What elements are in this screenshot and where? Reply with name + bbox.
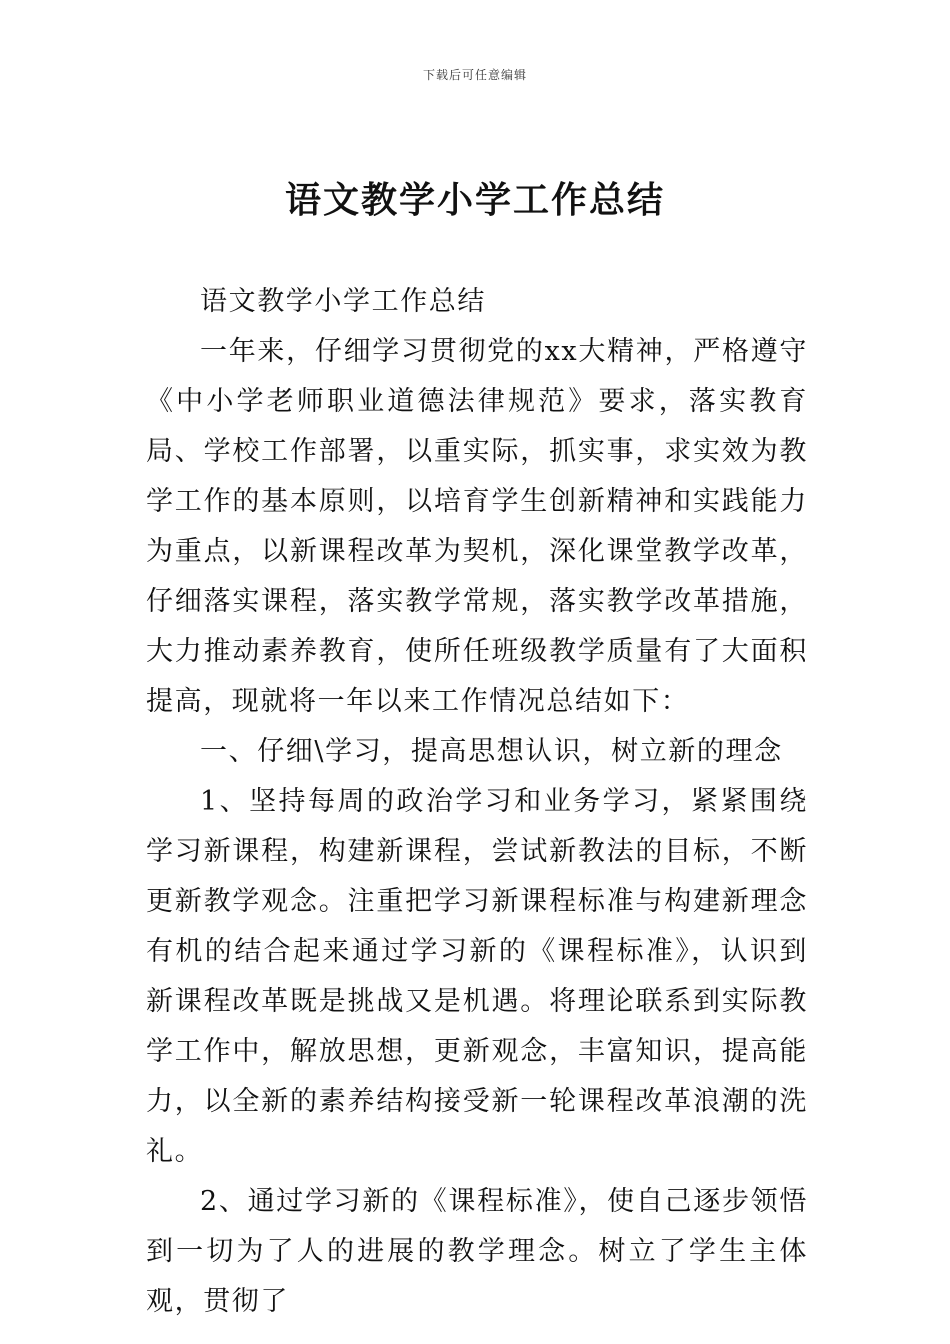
section-heading: 一、仔细\学习，提高思想认识，树立新的理念 <box>200 736 783 767</box>
paragraph-item-1: 1、坚持每周的政治学习和业务学习，紧紧围绕学习新课程，构建新课程，尝试新教法的目标，不断更新教学观念。注重把学习新课程标准与构建新理念有机的结合起来通过学习新的《课程标准》，认识到新课程改革既是挑战又是机遇。将理论联系到实际教学工作中，解放思想，更新观念，丰富知识，提高能力，以全新的素养结构接受新一轮课程改革浪潮的洗礼。 <box>146 786 808 1167</box>
document-body <box>146 277 808 1327</box>
paragraph-intro: 一年来，仔细学习贯彻党的xx大精神，严格遵守《中小学老师职业道德法律规范》要求，落实教育局、学校工作部署，以重实际，抓实事，求实效为教学工作的基本原则，以培育学生创新精神和实践能力为重点，以新课程改革为契机，深化课堂教学改革，仔细落实课程，落实教学常规，落实教学改革措施，大力推动素养教育，使所任班级教学质量有了大面积提高，现就将一年以来工作情况总结如下： <box>146 336 808 717</box>
paragraph-subtitle: 语文教学小学工作总结 <box>200 286 486 317</box>
document-title: 语文教学小学工作总结 <box>284 180 665 221</box>
header-note: 下载后可任意编辑 <box>422 68 527 82</box>
paragraph-item-2: 2、通过学习新的《课程标准》，使自己逐步领悟到一切为了人的进展的教学理念。树立了学生主体观，贯彻了 <box>146 1186 808 1317</box>
